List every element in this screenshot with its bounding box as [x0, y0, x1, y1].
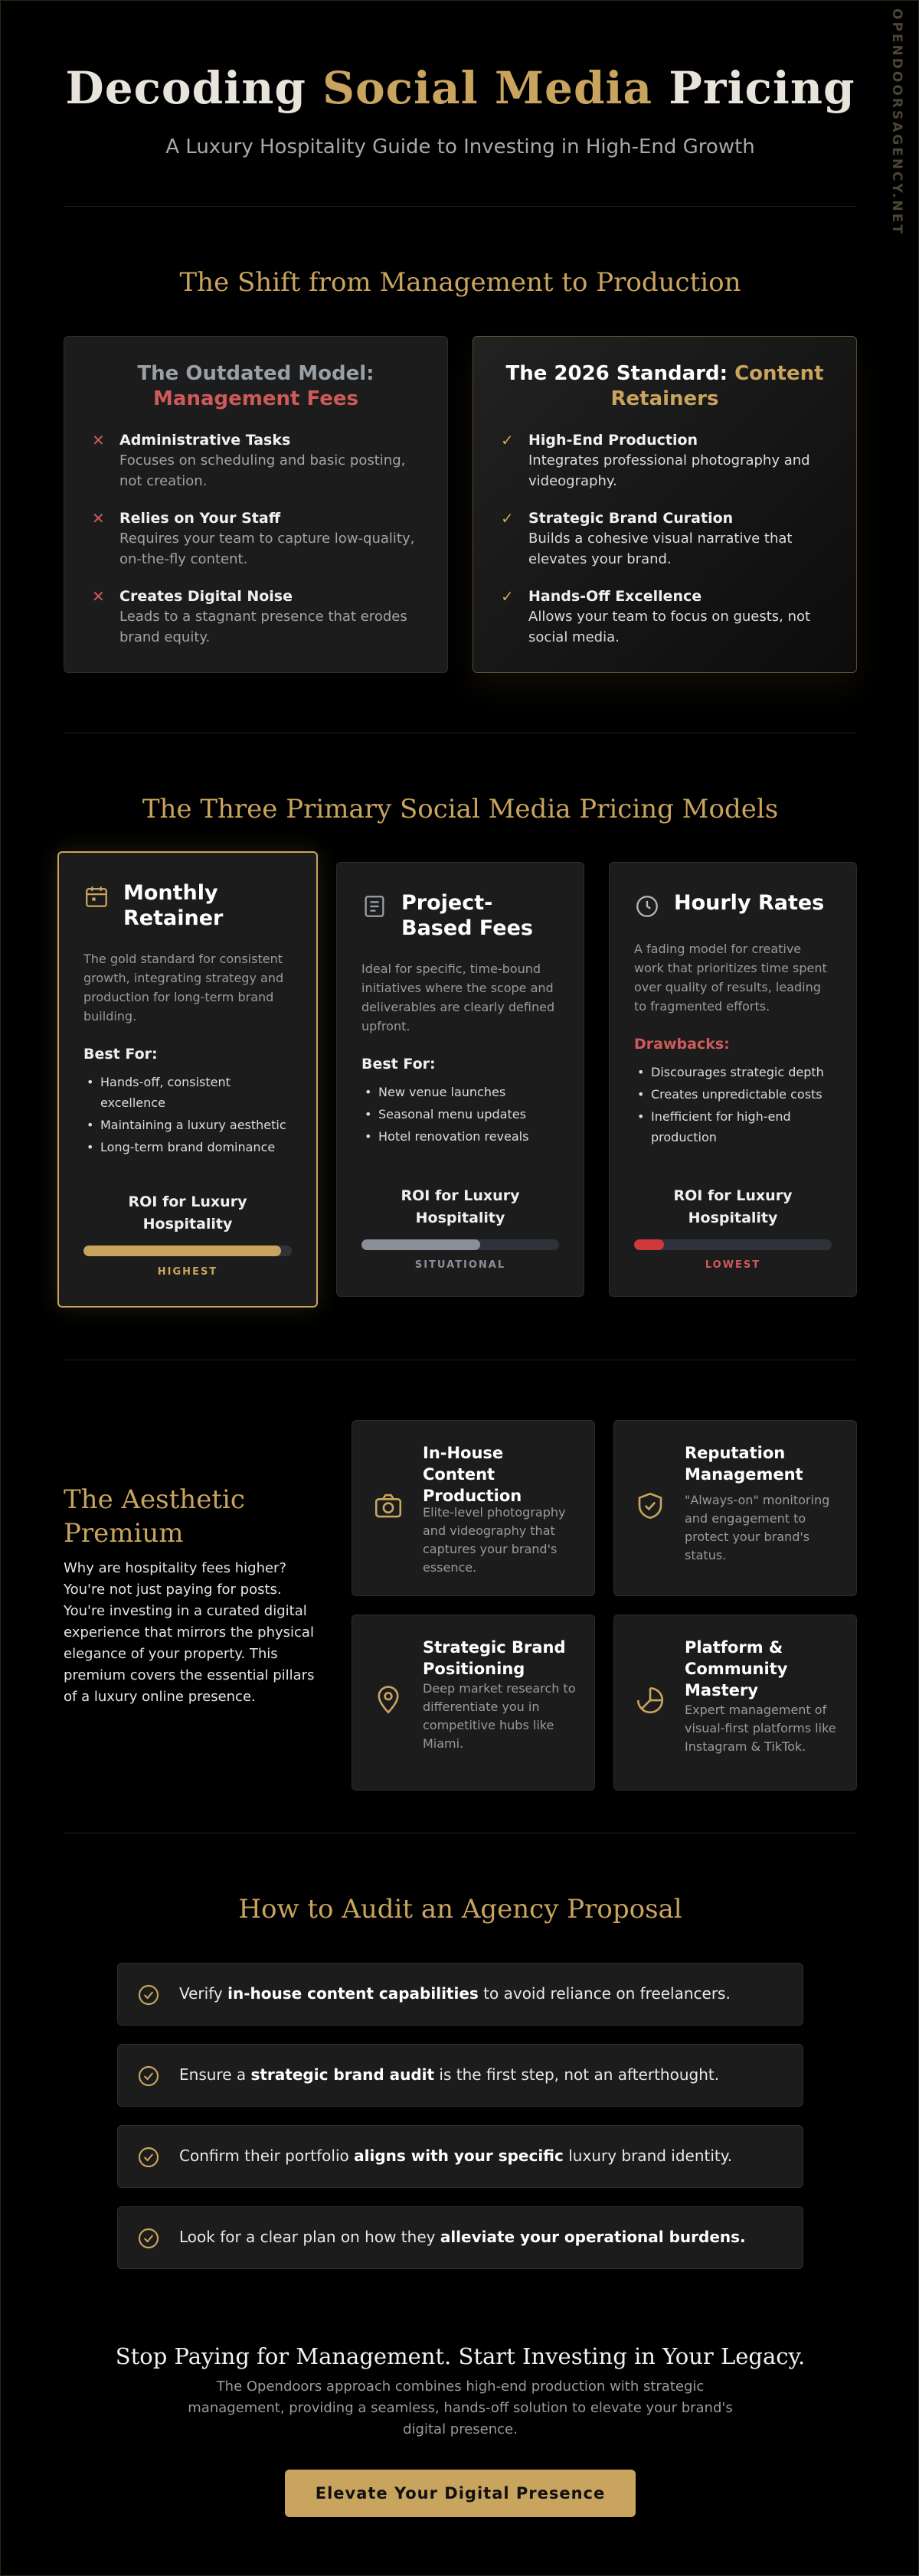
outdated-title-line1: The Outdated Model: — [137, 362, 374, 385]
audit-text — [179, 2228, 746, 2246]
card-list — [83, 1072, 292, 1157]
aesthetic-body: Why are hospitality fees higher? You're not just paying for posts. You're investing in a curated digital experience that mirrors the physical elegance of your property. This premium covers the essential pillars of a luxury online presence. — [64, 1560, 315, 1705]
roi-bar — [634, 1239, 832, 1250]
roi-bar — [361, 1239, 559, 1250]
pillar-title: In-House Content Production — [423, 1444, 522, 1505]
pillar-reputation-management — [613, 1420, 857, 1596]
audit-row — [117, 2206, 803, 2269]
pricing-card-project-based — [336, 862, 584, 1297]
list-item: • Seasonal menu updates — [361, 1104, 559, 1125]
pricing-card-hourly-rates — [609, 862, 857, 1297]
card-list-label: Best For: — [83, 1046, 158, 1063]
card-header — [634, 890, 832, 921]
list-item: • Inefficient for high-end production — [634, 1106, 832, 1148]
card-header — [361, 890, 559, 941]
title-part-1: Decoding — [65, 62, 323, 114]
pillar-platform-mastery — [613, 1614, 857, 1791]
shift-section-title: The Shift from Management to Production — [179, 267, 741, 298]
card-header — [83, 880, 292, 931]
audit-text-pre: Verify — [179, 1984, 228, 2003]
pillar-desc: Expert management of visual-first platforms like Instagram & TikTok. — [685, 1703, 836, 1754]
check-icon: ✓ — [501, 587, 514, 606]
document-icon — [361, 893, 388, 919]
camera-icon — [372, 1490, 404, 1522]
roi-level: LOWEST — [705, 1259, 761, 1271]
item-desc: Focuses on scheduling and basic posting, not creation. — [119, 452, 406, 489]
pillar-brand-positioning — [352, 1614, 595, 1791]
audit-text — [179, 2065, 719, 2084]
audit-row — [117, 2125, 803, 2188]
item-desc: Allows your team to focus on guests, not social media. — [528, 609, 811, 645]
audit-text-post: to avoid reliance on freelancers. — [478, 1984, 731, 2003]
item-title: High-End Production — [528, 432, 698, 449]
card-desc: A fading model for creative work that prioritizes time spent over quality of results, leading to fragmented efforts. — [634, 942, 827, 1014]
card-list-label: Drawbacks: — [634, 1036, 730, 1053]
item-desc: Requires your team to capture low-quality, on-the-fly content. — [119, 531, 415, 567]
roi-label: ROI for Luxury Hospitality — [673, 1187, 793, 1226]
audit-text-bold: alleviate your operational burdens. — [440, 2228, 746, 2246]
outdated-model-card — [64, 336, 448, 673]
pillar-title: Reputation Management — [685, 1444, 803, 1484]
roi-label: ROI for Luxury Hospitality — [401, 1187, 520, 1226]
standard-title-line2: Retainers — [610, 387, 719, 410]
list-item — [499, 430, 830, 491]
item-title: Administrative Tasks — [119, 432, 291, 449]
pillar-title: Platform & Community Mastery — [685, 1638, 788, 1699]
card-title: Project-Based Fees — [401, 891, 533, 940]
shield-check-icon — [634, 1490, 666, 1522]
list-item — [90, 508, 421, 570]
list-item: • New venue launches — [361, 1082, 559, 1102]
pie-chart-icon — [634, 1684, 666, 1716]
list-item: • Creates unpredictable costs — [634, 1084, 832, 1105]
item-desc: Leads to a stagnant presence that erodes brand equity. — [119, 609, 407, 645]
outdated-list — [90, 430, 421, 648]
hero — [1, 62, 919, 158]
standard-model-card — [473, 336, 857, 673]
roi-bar-fill — [634, 1239, 664, 1250]
audit-text-pre: Look for a clear plan on how they — [179, 2228, 440, 2246]
title-highlight: Social Media — [322, 62, 653, 114]
standard-title-line1: The 2026 Standard: — [505, 362, 735, 385]
card-desc: Ideal for specific, time-bound initiatives where the scope and deliverables are clearly defined upfront. — [361, 962, 555, 1033]
pillar-title: Strategic Brand Positioning — [423, 1638, 566, 1678]
outdated-title-line2: Management Fees — [153, 387, 358, 410]
map-pin-icon — [372, 1684, 404, 1716]
cta-title: Stop Paying for Management. Start Investing in Your Legacy. — [115, 2343, 806, 2369]
roi-level: SITUATIONAL — [414, 1259, 506, 1271]
elevate-presence-button[interactable]: Elevate Your Digital Presence — [285, 2470, 636, 2517]
check-icon: ✓ — [501, 431, 514, 449]
list-item — [499, 508, 830, 570]
audit-text — [179, 2147, 732, 2165]
calendar-icon — [83, 883, 110, 909]
audit-text-post: luxury brand identity. — [563, 2147, 733, 2165]
item-title: Hands-Off Excellence — [528, 588, 702, 605]
check-circle-icon — [136, 2145, 161, 2170]
audit-text — [179, 1984, 731, 2003]
roi-label: ROI for Luxury Hospitality — [128, 1193, 247, 1232]
check-icon: ✓ — [501, 509, 514, 527]
card-list — [634, 1062, 832, 1148]
item-title: Creates Digital Noise — [119, 588, 293, 605]
audit-row — [117, 1963, 803, 2026]
page-subtitle: A Luxury Hospitality Guide to Investing in High-End Growth — [165, 135, 755, 158]
item-title: Strategic Brand Curation — [528, 510, 734, 527]
roi-level: HIGHEST — [157, 1266, 218, 1278]
roi-bar-fill — [361, 1239, 480, 1250]
list-item: • Long-term brand dominance — [83, 1137, 292, 1157]
audit-text-bold: in-house content capabilities — [227, 1984, 479, 2003]
title-part-3: Pricing — [652, 62, 855, 114]
item-desc: Integrates professional photography and videography. — [528, 452, 810, 489]
list-item: • Hands-off, consistent excellence — [83, 1072, 292, 1113]
list-item: • Discourages strategic depth — [634, 1062, 832, 1082]
pricing-card-monthly-retainer — [57, 851, 318, 1308]
check-circle-icon — [136, 2064, 161, 2088]
models-section-title: The Three Primary Social Media Pricing Models — [142, 794, 779, 824]
check-circle-icon — [136, 1983, 161, 2007]
card-title: Hourly Rates — [674, 891, 825, 915]
aesthetic-title: The Aesthetic Premium — [64, 1484, 245, 1549]
x-icon: ✕ — [92, 431, 105, 449]
standard-title-highlight: Content — [734, 362, 824, 385]
audit-section-title: How to Audit an Agency Proposal — [238, 1894, 682, 1925]
audit-text-pre: Confirm their portfolio — [179, 2147, 355, 2165]
roi-bar — [83, 1246, 292, 1256]
pillar-desc: "Always-on" monitoring and engagement to protect your brand's status. — [685, 1493, 830, 1562]
clock-icon — [634, 893, 660, 919]
audit-text-post: is the first step, not an afterthought. — [434, 2065, 720, 2084]
pillar-desc: Elite-level photography and videography that captures your brand's essence. — [423, 1505, 566, 1575]
page-title — [1, 62, 919, 114]
audit-text-bold: strategic brand audit — [250, 2065, 435, 2084]
x-icon: ✕ — [92, 587, 105, 606]
card-title: Monthly Retainer — [123, 881, 224, 930]
item-desc: Builds a cohesive visual narrative that elevates your brand. — [528, 531, 793, 567]
outdated-model-title — [90, 361, 421, 412]
card-list — [361, 1082, 559, 1147]
divider — [64, 206, 857, 207]
x-icon: ✕ — [92, 509, 105, 527]
card-list-label: Best For: — [361, 1056, 436, 1073]
cta-body: The Opendoors approach combines high-end production with strategic management, providing a seamless, hands-off solution to elevate your brand's digital presence. — [188, 2378, 733, 2437]
list-item: • Maintaining a luxury aesthetic — [83, 1115, 292, 1135]
audit-row — [117, 2044, 803, 2107]
check-circle-icon — [136, 2226, 161, 2251]
audit-text-pre: Ensure a — [179, 2065, 251, 2084]
audit-text-bold: aligns with your specific — [354, 2147, 564, 2165]
list-item — [499, 586, 830, 648]
pillar-desc: Deep market research to differentiate you in competitive hubs like Miami. — [423, 1681, 576, 1751]
list-item: • Hotel renovation reveals — [361, 1126, 559, 1147]
list-item — [90, 586, 421, 648]
roi-bar-fill — [83, 1246, 281, 1256]
standard-list — [499, 430, 830, 648]
site-url: OPENDOORSAGENCY.NET — [889, 8, 904, 236]
list-item — [90, 430, 421, 491]
item-title: Relies on Your Staff — [119, 510, 281, 527]
card-desc: The gold standard for consistent growth, integrating strategy and production for long-term brand building. — [83, 952, 284, 1024]
pillar-in-house-content — [352, 1420, 595, 1596]
standard-model-title — [499, 361, 830, 412]
